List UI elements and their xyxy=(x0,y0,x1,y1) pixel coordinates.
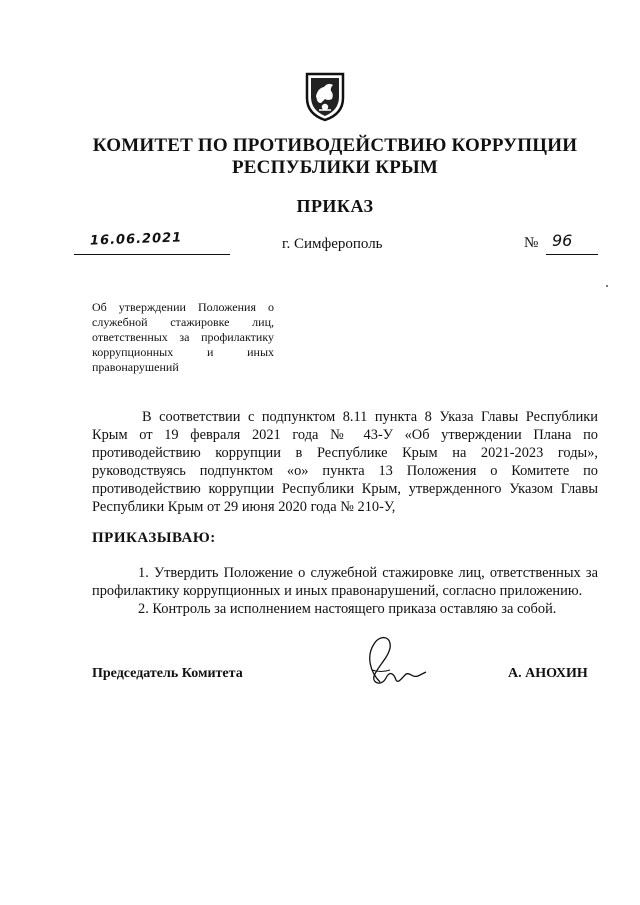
number-field xyxy=(546,232,598,255)
crimea-coat-of-arms-icon xyxy=(304,70,346,122)
handwritten-signature xyxy=(360,632,430,692)
order-heading: ПРИКАЗЫВАЮ: xyxy=(92,530,216,546)
document-number: 96 xyxy=(552,231,573,250)
document-type: ПРИКАЗ xyxy=(296,196,374,216)
order-item: 2. Контроль за исполнением настоящего приказа оставляю за собой. xyxy=(138,601,557,617)
signer-name: А. АНОХИН xyxy=(508,666,588,681)
date-value: 16.06.2021 xyxy=(89,230,183,249)
preamble-paragraph: В соответствии с подпунктом 8.11 пункта 8 Указа Главы Республики Крым от 19 февраля 2021 года № 43-У «Об утверждении Плана по противодействию коррупции в Республике Крым на 2021-2023 годы», руководствуясь подпунктом «о» пункта 13 Положения о Комитете по противодействию коррупции Республики Крым, утвержденного Указом Главы Республики Крым от 29 июня 2020 года № 210-У, xyxy=(92,409,598,515)
order-item: 1. Утвердить Положение о служебной стажировке лиц, ответственных за профилактику коррупционных и иных правонарушений, согласно приложению. xyxy=(92,565,598,599)
organization-name-line1: КОМИТЕТ ПО ПРОТИВОДЕЙСТВИЮ КОРРУПЦИИ xyxy=(92,135,578,156)
order-items xyxy=(92,564,598,618)
date-field xyxy=(74,232,230,255)
organization-name-line2: РЕСПУБЛИКИ КРЫМ xyxy=(231,157,439,178)
document-subject: Об утверждении Положения о служебной стажировке лиц, ответственных за профилактику коррупционных и иных правонарушений xyxy=(92,300,274,374)
scan-speck xyxy=(606,285,608,287)
city: г. Симферополь xyxy=(282,236,383,252)
signer-title: Председатель Комитета xyxy=(92,666,243,681)
number-label: № xyxy=(524,235,539,251)
